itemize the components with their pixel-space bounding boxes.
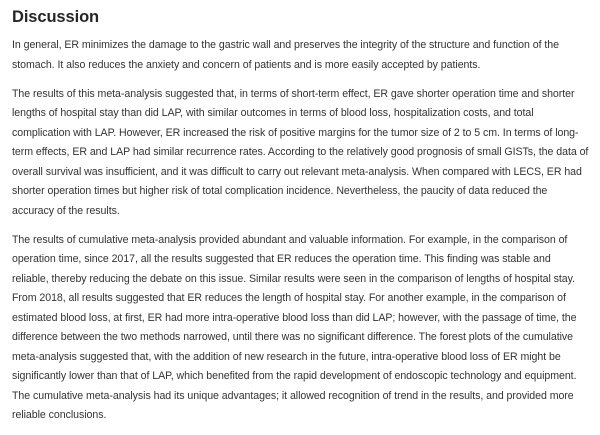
discussion-section bbox=[12, 6, 590, 435]
paragraph-meta-analysis-results: The results of this meta-analysis suggested that, in terms of short-term effect, ER gave shorter operation time and shorter lengths of hospital stay than did LAP, with similar outcomes in terms of blood loss, hospitalization costs, and total complication with LAP. However, ER increased the risk of positive margins for the tumor size of 2 to 5 cm. In terms of long-term effects, ER and LAP had similar recurrence rates. According to the relatively good prognosis of small GISTs, the data of overall survival was insufficient, and it was difficult to carry out relevant meta-analysis. When compared with LECS, ER had shorter operation times but higher risk of total complication incidence. Nevertheless, the paucity of data reduced the accuracy of the results. bbox=[12, 87, 589, 217]
paragraph-cumulative-meta-analysis: The results of cumulative meta-analysis provided abundant and valuable information. For example, in the comparison of operation time, since 2017, all the results suggested that ER reduces the operation time. This finding was stable and reliable, thereby reducing the debate on this issue. Similar results were seen in the comparison of lengths of hospital stay. From 2018, all results suggested that ER reduces the length of hospital stay. For another example, in the comparison of estimated blood loss, at first, ER had more intra-operative blood loss than did LAP; however, with the passage of time, the difference between the two methods narrowed, until there was no significant difference. The forest plots of the cumulative meta-analysis suggested that, with the addition of new research in the future, intra-operative blood loss of ER might be significantly lower than that of LAP, which benefited from the rapid development of endoscopic technology and equipment. The cumulative meta-analysis had its unique advantages; it allowed recognition of trend in the results, and provided more reliable conclusions. bbox=[12, 233, 577, 421]
section-heading: Discussion bbox=[12, 8, 100, 26]
paragraph-intro: In general, ER minimizes the damage to the gastric wall and preserves the integrity of the structure and function of the stomach. It also reduces the anxiety and concern of patients and is more easily accepted by patients. bbox=[12, 39, 559, 71]
